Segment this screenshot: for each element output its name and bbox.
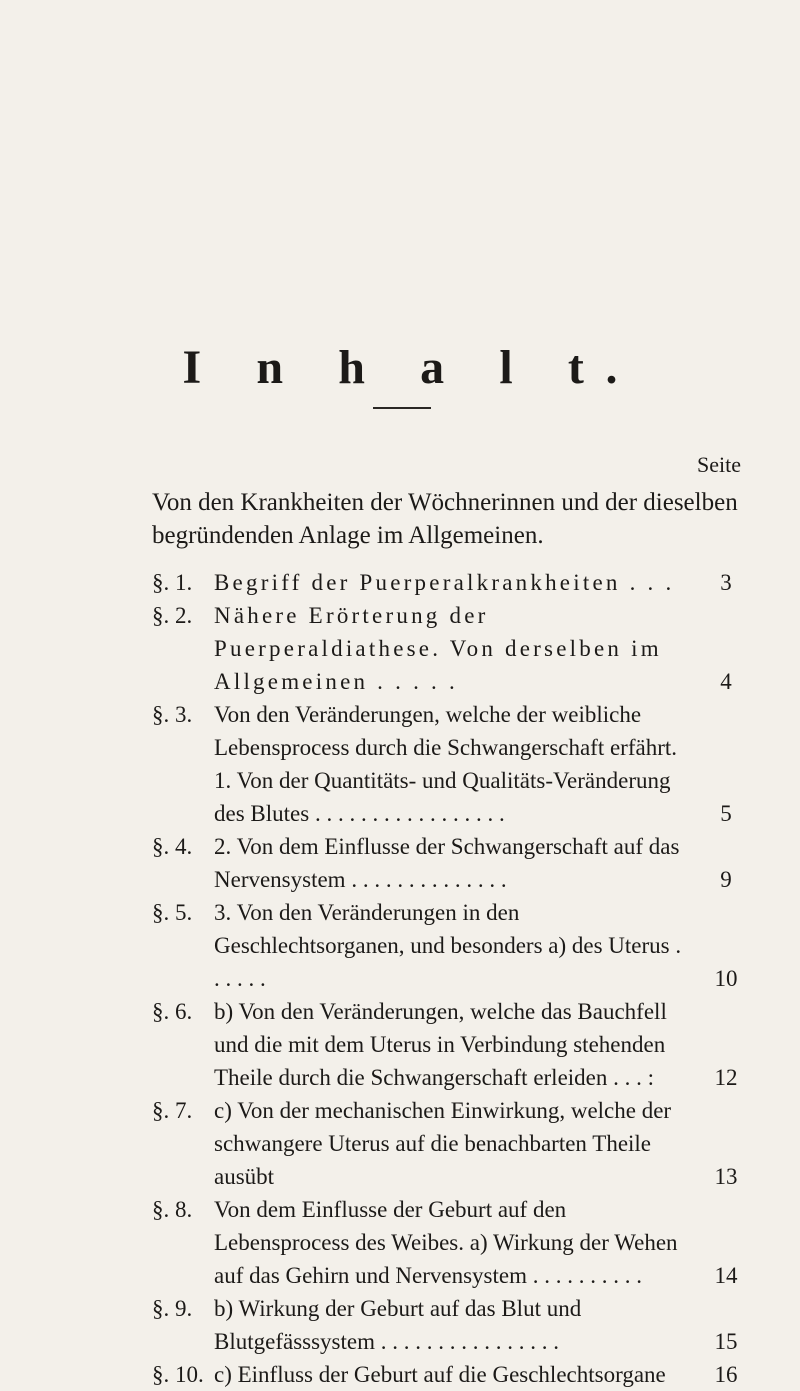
page-number: 3 [720,570,732,595]
page-number: 14 [714,1263,738,1288]
toc-entry [152,698,744,830]
entry-text: b) Von den Veränderungen, welche das Bauchfell und die mit dem Uterus in Verbindung stehenden Theile durch die Schwangerschaft erleiden . . . : [214,999,667,1090]
section-number: §. 4. [152,834,193,859]
page-title: I n h a l t. [182,341,640,394]
section-number: §. 5. [152,900,193,925]
entry-text: c) Einfluss der Geburt auf die Geschlechtsorgane [214,1362,666,1387]
page-number: 9 [720,867,732,892]
toc-entry [152,830,744,896]
page-number: 16 [714,1362,738,1387]
section-number: §. 3. [152,702,193,727]
page-column-header: Seite [697,452,741,477]
page-number: 5 [720,801,732,826]
toc-entry [152,896,744,995]
page-number: 13 [714,1164,738,1189]
toc-entry [152,995,744,1094]
section-number: §. 6. [152,999,193,1024]
page-number: 12 [714,1065,738,1090]
title-divider [373,407,431,409]
section-number: §. 7. [152,1098,193,1123]
page-number: 15 [714,1329,738,1354]
table-of-contents [152,566,744,1391]
entry-text: Begriff der Puerperalkrankheiten . . . [214,570,675,595]
toc-entry [152,1358,744,1391]
entry-text: Nähere Erörterung der Puerperaldiathese. Von derselben im Allgemeinen . . . . . [214,603,662,694]
toc-entry [152,566,744,599]
section-intro: Von den Krankheiten der Wöchnerinnen und der dieselben begründenden Anlage im Allgemeinen. [152,489,738,549]
toc-entry [152,599,744,698]
toc-entry [152,1094,744,1193]
section-number: §. 9. [152,1296,193,1321]
toc-entry [152,1193,744,1292]
page-number: 10 [714,966,738,991]
section-number: §. 10. [152,1362,204,1387]
entry-text: 2. Von dem Einflusse der Schwangerschaft auf das Nervensystem . . . . . . . . . . . . . . [214,834,680,892]
entry-text: b) Wirkung der Geburt auf das Blut und Blutgefässsystem . . . . . . . . . . . . . . . . [214,1296,582,1354]
section-number: §. 1. [152,570,193,595]
section-number: §. 8. [152,1197,193,1222]
entry-text: 3. Von den Veränderungen in den Geschlechtsorganen, und besonders a) des Uterus . . . . . . [214,900,682,991]
entry-text: Von dem Einflusse der Geburt auf den Lebensprocess des Weibes. a) Wirkung der Wehen auf das Gehirn und Nervensystem . . . . . . . . . . [214,1197,678,1288]
page-number: 4 [720,669,732,694]
entry-text: c) Von der mechanischen Einwirkung, welche der schwangere Uterus auf die benachbarten Theile ausübt [214,1098,672,1189]
entry-text: Von den Veränderungen, welche der weibliche Lebensprocess durch die Schwangerschaft erfährt. 1. Von der Quantitäts- und Qualitäts-Veränderung des Blutes . . . . . . . . . . . . . . . . . [214,702,677,826]
section-number: §. 2. [152,603,193,628]
toc-entry [152,1292,744,1358]
